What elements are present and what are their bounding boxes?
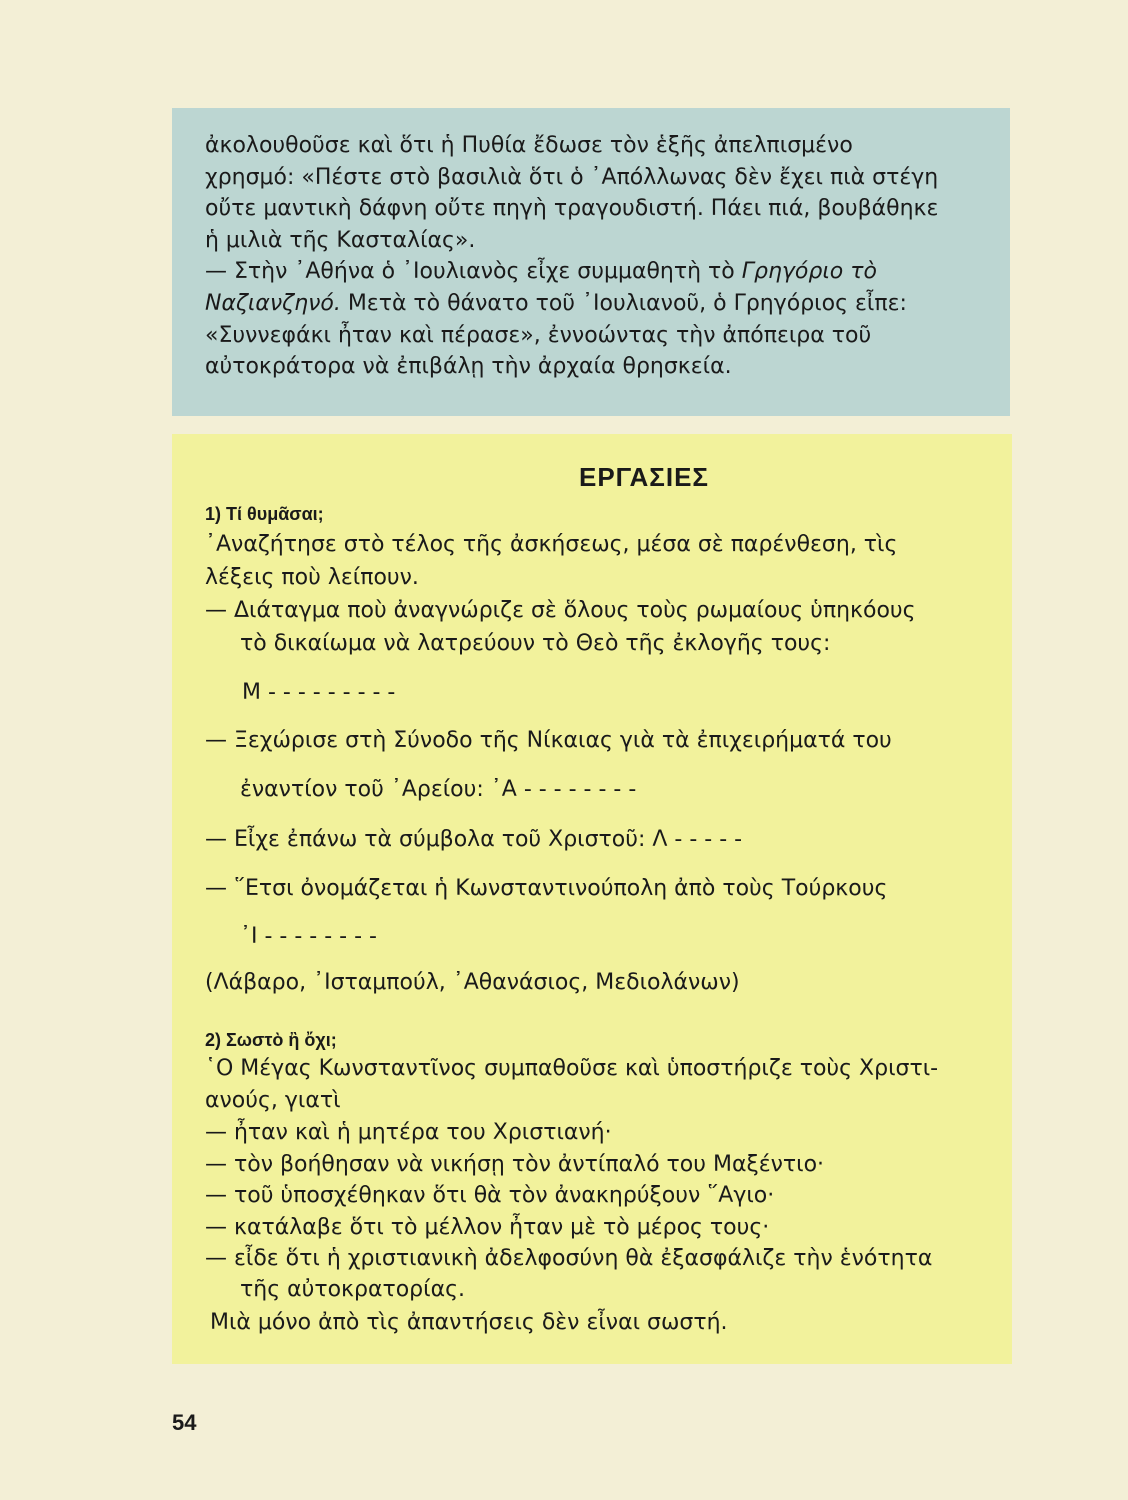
- q2-option: — κατάλαβε ὅτι τὸ μέλλον ἦταν μὲ τὸ μέρος τους·: [205, 1215, 770, 1240]
- italic-name: Ναζιανζηνό.: [205, 290, 341, 316]
- q1-item: — Εἶχε ἐπάνω τὰ σύμβολα τοῦ Χριστοῦ: Λ - - - - -: [205, 827, 743, 852]
- q1-item: — Διάταγμα ποὺ ἀναγνώριζε σὲ ὅλους τοὺς ρωμαίους ὑπηκόους: [205, 598, 916, 623]
- q2-heading: 2) Σωστὸ ἢ ὄχι;: [205, 1030, 337, 1050]
- q2-intro: ανούς, γιατὶ: [205, 1088, 341, 1113]
- text-line: οὔτε μαντικὴ δάφνη οὔτε πηγὴ τραγουδιστή. Πάει πιά, βουβάθηκε: [205, 196, 939, 222]
- italic-name: Γρηγόριο τὸ: [741, 259, 877, 285]
- page-number: 54: [172, 1410, 197, 1435]
- q1-item: — ῞Ετσι ὀνομάζεται ἡ Κωνσταντινούπολη ἀπὸ τοὺς Τούρκους: [205, 876, 888, 901]
- q1-intro: ᾿Αναζήτησε στὸ τέλος τῆς ἀσκήσεως, μέσα σὲ παρένθεση, τὶς: [205, 532, 898, 557]
- q2-option: — εἶδε ὅτι ἡ χριστιανικὴ ἀδελφοσύνη θὰ ἐξασφάλιζε τὴν ἑνότητα: [205, 1246, 933, 1271]
- text-line: — Στὴν ᾿Αθήνα ὁ ᾿Ιουλιανὸς εἶχε συμμαθητὴ τὸ Γρηγόριο τὸ: [205, 259, 877, 285]
- text-line: «Συννεφάκι ἦταν καὶ πέρασε», ἐννοώντας τὴν ἀπόπειρα τοῦ: [205, 322, 872, 348]
- text-line: ἀκολουθοῦσε καὶ ὅτι ἡ Πυθία ἔδωσε τὸν ἑξῆς ἀπελπισμένο: [205, 133, 853, 158]
- exercises-title: ΕΡΓΑΣΙΕΣ: [578, 462, 710, 492]
- q2-option: — τὸν βοήθησαν νὰ νικήσῃ τὸν ἀντίπαλό του Μαξέντιο·: [205, 1152, 825, 1177]
- text-line: αὐτοκράτορα νὰ ἐπιβάλῃ τὴν ἀρχαία θρησκεία.: [205, 354, 732, 380]
- q1-item: ἐναντίον τοῦ ᾿Αρείου: ᾿Α - - - - - - - -: [240, 777, 637, 802]
- text-line: ἡ μιλιὰ τῆς Κασταλίας».: [205, 227, 476, 253]
- text-line: χρησμό: «Πέστε στὸ βασιλιὰ ὅτι ὁ ᾿Απόλλωνας δὲν ἔχει πιὰ στέγη: [205, 164, 939, 190]
- text-line: Ναζιανζηνό. Μετὰ τὸ θάνατο τοῦ ᾿Ιουλιανοῦ, ὁ Γρηγόριος εἶπε:: [205, 290, 907, 316]
- q1-item: — Ξεχώρισε στὴ Σύνοδο τῆς Νίκαιας γιὰ τὰ ἐπιχειρήματά του: [205, 728, 892, 753]
- q1-heading: 1) Τί θυμᾶσαι;: [205, 504, 324, 524]
- q2-intro: ῾Ο Μέγας Κωνσταντῖνος συμπαθοῦσε καὶ ὑποστήριζε τοὺς Χριστι-: [205, 1056, 939, 1081]
- q2-option: — ἦταν καὶ ἡ μητέρα του Χριστιανή·: [205, 1120, 612, 1145]
- q2-closing: Μιὰ μόνο ἀπὸ τὶς ἀπαντήσεις δὲν εἶναι σωστή.: [210, 1310, 728, 1335]
- top-text-block: [205, 130, 985, 383]
- q1-item: τὸ δικαίωμα νὰ λατρεύουν τὸ Θεὸ τῆς ἐκλογῆς τους:: [240, 631, 831, 656]
- answer-blank: Μ - - - - - - - - -: [242, 680, 396, 705]
- answer-blank: ᾿Ι - - - - - - - -: [240, 924, 377, 949]
- q2-option: — τοῦ ὑποσχέθηκαν ὅτι θὰ τὸν ἀνακηρύξουν ῞Αγιο·: [205, 1183, 775, 1208]
- answer-options: (Λάβαρο, ᾿Ισταμπούλ, ᾿Αθανάσιος, Μεδιολάνων): [205, 970, 740, 995]
- q1-intro: λέξεις ποὺ λείπουν.: [205, 565, 419, 590]
- q2-option: τῆς αὐτοκρατορίας.: [240, 1277, 465, 1302]
